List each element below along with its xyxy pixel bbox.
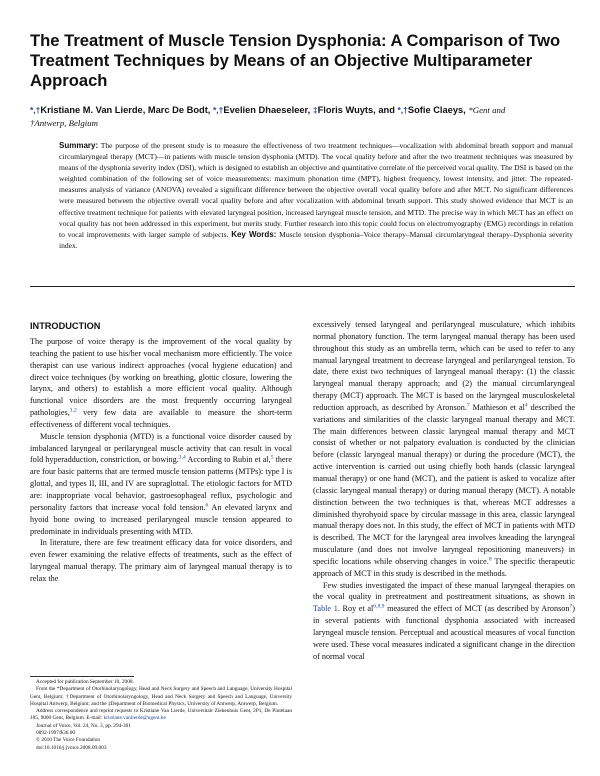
author-name: Floris Wuyts, (317, 105, 376, 115)
paragraph-text: excessively tensed laryngeal and perilaryngeal musculature, which inhibits normal phonatory function. The term laryngeal manual therapy has been used throughout this study as an umbrella term, which can be used to refer to any manual laryngeal treatment to decrease laryngeal and perilaryngeal tension. To date, there exist two techniques of laryngeal manual therapy: (1) the classic laryngeal manual therapy approach; and (2) the manual circumlaryngeal therapy (MCT) approach. The MCT is based on the laryngeal musculoskeletal reduction approach, as described by Aronson. (313, 320, 575, 412)
table-1-link[interactable]: Table 1 (313, 604, 338, 614)
footnote-divider (30, 676, 134, 677)
paragraph-text: Muscle tension dysphonia (MTD) is a functional voice disorder caused by imbalanced laryngeal or perilaryngeal muscle activity that can result in vocal fold hyperadduction, constriction, or bowing. (30, 431, 292, 465)
reference-citation[interactable]: 7 (569, 603, 573, 610)
paragraph-text: . Roy et al (337, 604, 374, 614)
paragraph-text: Few studies investigated the impact of these manual laryngeal therapies on the vocal quality in pretreatment and posttreatment situations, as shown in (313, 580, 575, 602)
doi: doi:10.1016/j.jvoice.2008.09.003 (36, 744, 107, 751)
affiliation-marker: * (468, 105, 473, 115)
affiliation-marker: † (30, 118, 35, 128)
reference-citation[interactable]: 8 (488, 556, 492, 563)
reference-citation[interactable]: 7 (466, 402, 470, 409)
summary-label: Summary: (59, 141, 99, 150)
keywords-text: Muscle tension dysphonia–Voice therapy–Manual circumlaryngeal therapy–Dysphonia severity index. (59, 229, 574, 250)
issn: 0892-1997/$36.00 (36, 730, 75, 737)
paragraph (30, 336, 292, 431)
reference-citation[interactable]: 6,8,9 (373, 603, 385, 610)
author-marker: ‡ (312, 105, 318, 115)
reference-citation[interactable]: 4 (524, 402, 528, 409)
author-marker: *,† (30, 105, 41, 115)
paragraph-text: Mathieson et al (469, 402, 525, 412)
journal-citation: Journal of Voice, Vol. 24, No. 3, pp. 294-301 (36, 722, 131, 729)
paragraph-text: measured the effect of MCT (as described by Aronson (384, 604, 570, 614)
paragraph: In literature, there are few treatment efficacy data for voice disorders, and even fewer examining the relative effects of treatments, such as the effect of laryngeal manual therapy. The primary aim of laryngeal manual therapy is to relax the (30, 538, 292, 583)
reference-citation[interactable]: 6 (205, 502, 209, 509)
affiliation-text: Antwerp, Belgium (34, 118, 98, 128)
author-name: Evelien Dhaeseleer, (223, 105, 311, 115)
affiliation-text: Gent and (472, 105, 506, 115)
footnotes (30, 679, 292, 752)
paragraph-text: ) in several patients with functional dysphonia associated with increased laryngeal muscle tension. Perceptual and acoustical measures of vocal function were used. These vocal measures indicated a significant change in the direction of normal vocal (313, 604, 575, 661)
paragraph (313, 580, 575, 663)
author-name: Marc De Bodt, (147, 105, 211, 115)
reference-citation[interactable]: 3,4 (178, 454, 186, 461)
reference-citation[interactable]: 5 (270, 454, 274, 461)
paragraph-text: described the variations and similarities of the classic laryngeal manual therapy and MCT. The main differences between classic laryngeal manual therapy and MCT consist of whether or not palpatory evaluation is conducted by the clinician before (classic laryngeal manual therapy) or during the procedure (MCT), the active intervention is carried out using chiefly both hands (classic laryngeal manual therapy) or one hand (MCT), and the patient is asked to vocalize after (classic laryngeal manual therapy) or during manual therapy (MCT). A notable distinction between the two techniques is that, whereas MCT addresses a diminished thyrohyoid space by circular massage in this area, classic laryngeal manual therapy does not. In this study, the effect of MCT in patients with MTD is described. The MCT for the laryngeal area involves kneading the laryngeal musculature (and does not involve laryngeal repositioning maneuvers) in specific locations while observing changes in voice. (313, 402, 575, 566)
paragraph-text: there are four basic patterns that are termed muscle tension patterns (MTPs): type I is glottal, and types II, III, and IV are supraglottal. The etiologic factors for MTD are: inappropriate vocal behavior, gastroesophageal reflux, psychologic and personality factors that increase vocal fold tension. (30, 455, 292, 512)
author-line (30, 104, 575, 117)
paragraph-text: An elevated larynx and hyoid bone owing to increased perilaryngeal muscle tension appeared to predominate in individuals presenting with MTD. (30, 502, 292, 536)
paragraph-text: According to Rubin et al, (185, 455, 271, 465)
paragraph-text: very few data are available to measure the short-term effectiveness of different vocal techniques. (30, 408, 292, 429)
author-conjunction: and (378, 105, 395, 115)
paragraph-text: The specific therapeutic approach of MCT in this study is described in the methods. (313, 556, 575, 578)
author-marker: *,† (397, 105, 408, 115)
address-text: Address correspondence and reprint requests to Kristiane Van Lierde, Universitair Ziekenhuis Gent, 2P1, De Pintelaan 185, 9000 Gent, Belgium. E-mail: (30, 708, 292, 722)
reference-citation[interactable]: 1,2 (69, 407, 77, 414)
email-link[interactable]: kristiane.vanlierde@ugent.be (103, 715, 166, 722)
author-name: Kristiane M. Van Lierde, (40, 105, 146, 115)
paragraph (313, 319, 575, 580)
accepted-date: Accepted for publication September 10, 2008. (36, 679, 134, 685)
section-divider (30, 286, 575, 287)
correspondence-address (30, 708, 292, 723)
summary-text: The purpose of the present study is to measure the effectiveness of two treatment techniques—vocalization with abdominal breath support and manual circumlaryngeal therapy (MCT)—in patients with muscle tension dysphonia (MTD). The vocal quality before and after the two treatment techniques was measured by means of the dysphonia severity index (DSI), which is designed to establish an objective and quantitative correlate of the perceived vocal quality. The DSI is based on the weighted combination of the following set of voice measurements: maximum phonation time (MPT), highest frequency, lowest intensity, and jitter. The repeated-measures analysis of variance (ANOVA) revealed a significant difference between the objective overall vocal quality before and after MCT. No significant differences were measured between the objective overall vocal quality before and after vocalization with abdominal breath support. This study showed evidence that MCT is an effective treatment technique for patients with elevated laryngeal position, increased laryngeal muscle tension, and MTD. The precise way in which MCT has an effect on vocal quality has not been addressed in this experiment, but merits study. Further research into this topic could focus on electromyography (EMG) recordings in relation to vocal improvements with larger sample of subjects. (59, 141, 573, 239)
keywords-label: Key Words: (231, 229, 277, 239)
abstract (59, 140, 573, 251)
affiliation-line (30, 117, 98, 129)
introduction-heading: INTRODUCTION (30, 321, 101, 331)
affiliations-footnote: From the *Department of Otorhinolaryngology, Head and Neck Surgery and Speech and Language, University Hospital Gent, Belgium; †Department of Otorhinolaryngology, Head and Neck Surgery and Speech and Language, University Hospital Antwerp, Belgium; and the ‡Department of Biomedical Physics, University of Antwerp, Antwerp, Belgium. (30, 686, 292, 707)
author-marker: *,† (213, 105, 224, 115)
article-title: The Treatment of Muscle Tension Dysphonia: A Comparison of Two Treatment Techniques by Means of an Objective Multiparameter Approach (30, 31, 561, 90)
right-column (313, 319, 575, 662)
paragraph-text: The purpose of voice therapy is the improvement of the vocal quality by teaching the patient to use his/her vocal mechanism more efficiently. The voice therapist can use various indirect approaches (vocal hygiene education) and direct voice techniques (by working on breathing, glottic closure, lowering the larynx, and others) to establish a more efficient vocal quality. Although functional voice disorders are the most frequently occurring laryngeal pathologies, (30, 337, 292, 418)
author-name: Sofie Claeys, (407, 105, 466, 115)
left-column (30, 320, 292, 585)
paragraph (30, 431, 292, 538)
copyright: © 2010 The Voice Foundation (36, 737, 101, 744)
